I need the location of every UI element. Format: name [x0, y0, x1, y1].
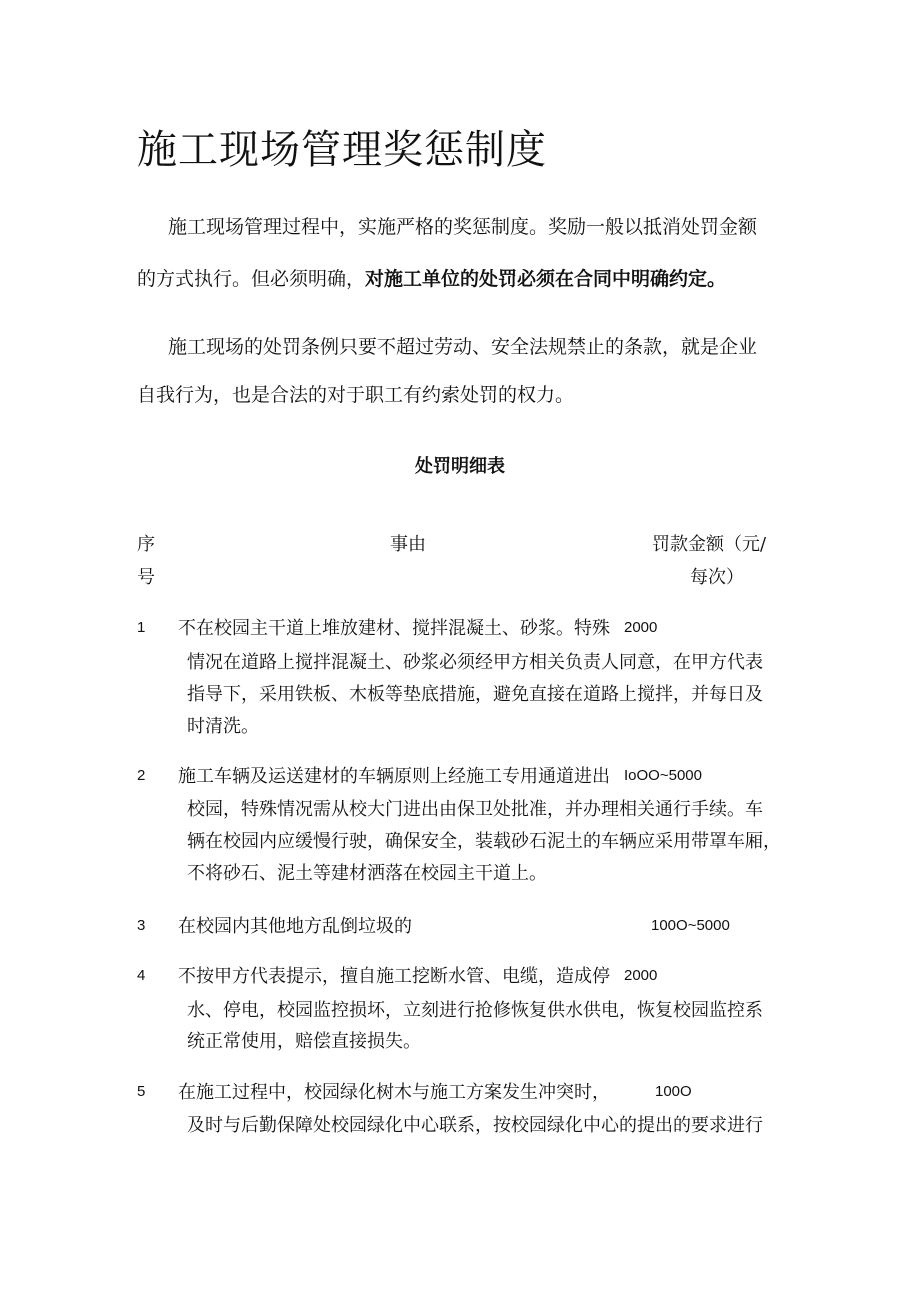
paragraph-1-line-1: 施工现场管理过程中，实施严格的奖惩制度。奖励一般以抵消处罚金额: [168, 216, 758, 238]
row-2-number: 2: [137, 767, 146, 784]
row-5-reason-line-2: 及时与后勤保障处校园绿化中心联系，按校园绿化中心的提出的要求进行: [187, 1115, 763, 1136]
row-5-amount: 100O: [655, 1083, 692, 1100]
row-1-reason-line-4: 时清洗。: [187, 716, 259, 737]
row-2-reason-line-4: 不将砂石、泥土等建材洒落在校园主干道上。: [187, 863, 547, 884]
paragraph-2-line-1: 施工现场的处罚条例只要不超过劳动、安全法规禁止的条款，就是企业: [168, 336, 758, 358]
row-1-number: 1: [137, 619, 146, 636]
paragraph-1-bold-text: 对施工单位的处罚必须在合同中明确约定。: [365, 268, 727, 290]
header-amount-2: 每次）: [690, 567, 744, 588]
header-seq-2: 号: [137, 567, 155, 588]
row-3-reason-line-1: 在校园内其他地方乱倒垃圾的: [178, 916, 412, 937]
row-2-reason-line-3: 辆在校园内应缓慢行驶，确保安全，装载砂石泥土的车辆应采用带罩车厢，: [187, 831, 781, 852]
row-3-amount: 100O~5000: [651, 917, 730, 934]
row-3-number: 3: [137, 917, 146, 934]
row-5-number: 5: [137, 1083, 146, 1100]
header-reason: 事由: [390, 534, 426, 555]
page-title: 施工现场管理奖惩制度: [137, 127, 547, 173]
row-4-reason-line-2: 水、停电，校园监控损坏，立刻进行抢修恢复供水供电，恢复校园监控系: [187, 1000, 763, 1021]
paragraph-2-line-2: 自我行为，也是合法的对于职工有约索处罚的权力。: [137, 384, 575, 406]
row-2-amount: IoOO~5000: [624, 767, 702, 784]
row-2-reason-line-2: 校园，特殊情况需从校大门进出由保卫处批准，并办理相关通行手续。车: [187, 799, 763, 820]
row-5-reason-line-1: 在施工过程中，校园绿化树木与施工方案发生冲突时，: [178, 1082, 610, 1103]
paragraph-1-normal-text: 的方式执行。但必须明确，: [137, 268, 366, 290]
table-title: 处罚明细表: [415, 456, 505, 477]
row-4-number: 4: [137, 967, 146, 984]
row-4-reason-line-1: 不按甲方代表提示，擅自施工挖断水管、电缆，造成停: [178, 966, 610, 987]
row-2-reason-line-1: 施工车辆及运送建材的车辆原则上经施工专用通道进出: [178, 766, 610, 787]
row-4-amount: 2000: [624, 967, 658, 984]
row-1-reason-line-2: 情况在道路上搅拌混凝土、砂浆必须经甲方相关负责人同意，在甲方代表: [187, 652, 763, 673]
row-1-reason-line-1: 不在校园主干道上堆放建材、搅拌混凝土、砂浆。特殊: [178, 618, 610, 639]
row-4-reason-line-3: 统正常使用，赔偿直接损失。: [187, 1031, 421, 1052]
header-seq-1: 序: [137, 534, 155, 555]
row-1-reason-line-3: 指导下，采用铁板、木板等垫底措施，避免直接在道路上搅拌，并每日及: [187, 684, 763, 705]
header-amount-1: 罚款金额（元/: [652, 534, 767, 555]
row-1-amount: 2000: [624, 619, 658, 636]
paragraph-1-line-2: [137, 264, 726, 291]
